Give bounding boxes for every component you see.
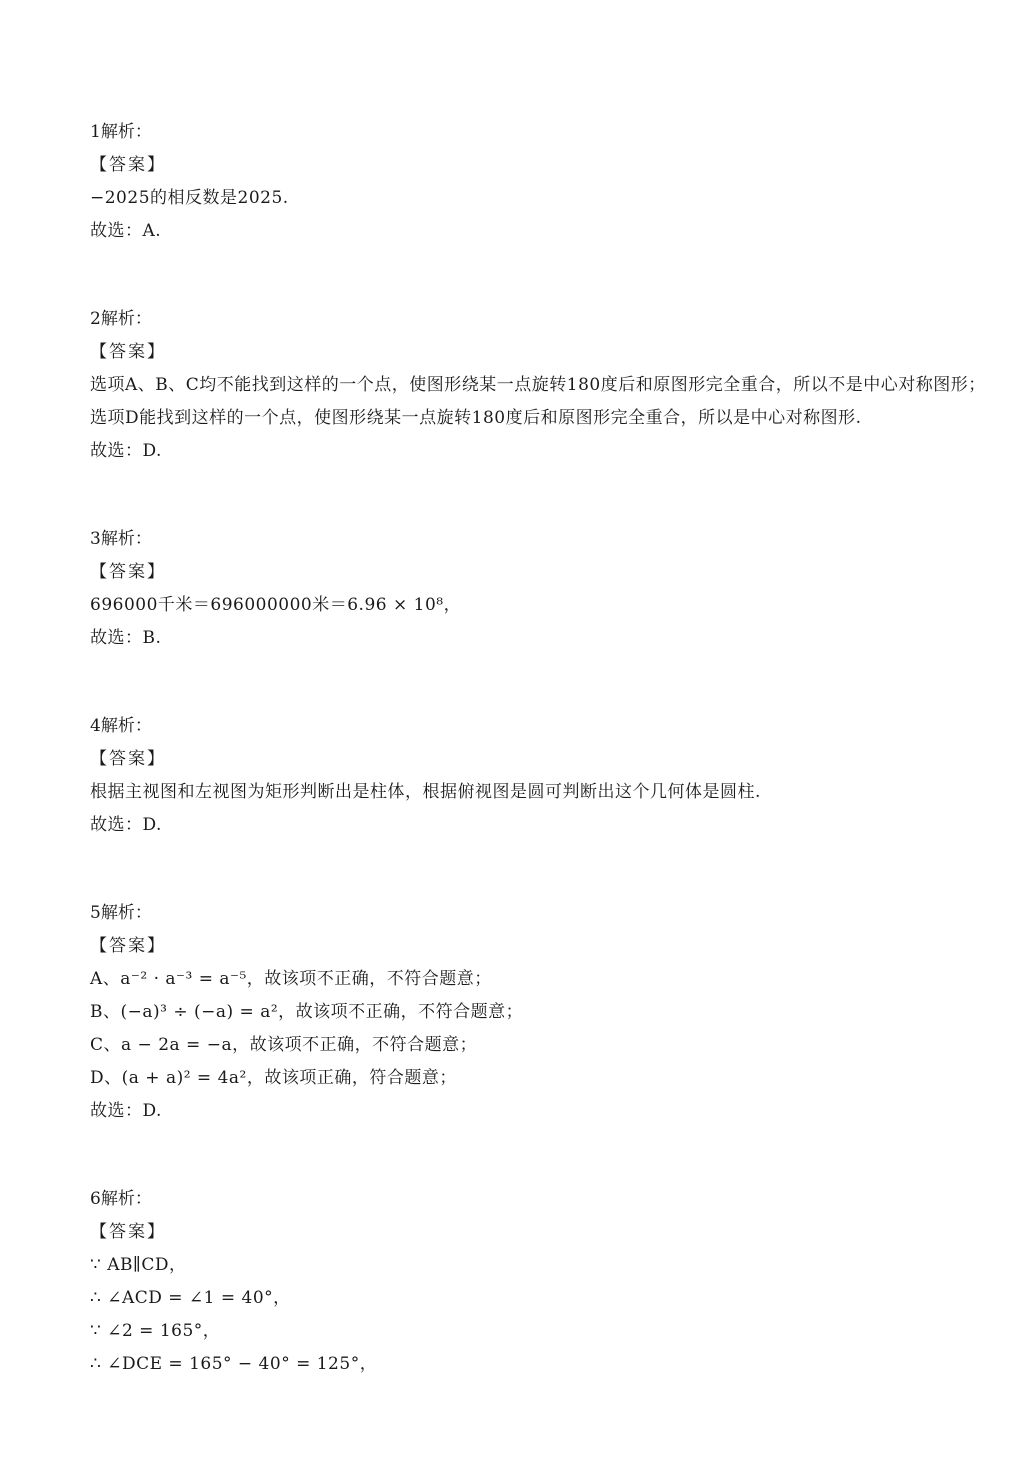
choice-line: 故选：D. [90,815,162,835]
solution-line: 根据主视图和左视图为矩形判断出是柱体，根据俯视图是圆可判断出这个几何体是圆柱. [90,782,761,802]
solution-line: −2025的相反数是2025. [90,188,289,208]
section-title: 4解析： [90,716,152,736]
solution-section-3 [90,523,990,655]
solution-line: ∵ ∠2 = 165°， [90,1321,221,1341]
solution-line: C、a − 2a = −a，故该项不正确，不符合题意； [90,1035,478,1055]
section-title: 1解析： [90,122,152,142]
answer-tag: 【答案】 [90,936,166,956]
solution-document [90,116,990,1381]
choice-line: 故选：D. [90,1101,162,1121]
section-title: 3解析： [90,529,152,549]
solution-section-2 [90,303,990,468]
section-title: 6解析： [90,1189,152,1209]
answer-tag: 【答案】 [90,155,166,175]
solution-line: ∵ AB∥CD， [90,1255,187,1275]
choice-line: 故选：B. [90,628,162,648]
solution-line: D、(a + a)² = 4a²，故该项正确，符合题意； [90,1068,457,1088]
choice-line: 故选：D. [90,441,162,461]
answer-tag: 【答案】 [90,1222,166,1242]
solution-line: B、(−a)³ ÷ (−a) = a²，故该项不正确，不符合题意； [90,1002,524,1022]
choice-line: 故选：A. [90,221,162,241]
answer-tag: 【答案】 [90,749,166,769]
solution-section-4 [90,710,990,842]
solution-line: ∴ ∠ACD = ∠1 = 40°， [90,1288,291,1308]
solution-section-5 [90,897,990,1128]
answer-tag: 【答案】 [90,562,166,582]
section-title: 5解析： [90,903,152,923]
solution-line: 选项A、B、C均不能找到这样的一个点，使图形绕某一点旋转180度后和原图形完全重合，所以不是中心对称图形； [90,375,986,395]
solution-line: ∴ ∠DCE = 165° − 40° = 125°， [90,1354,378,1374]
solution-section-6 [90,1183,990,1381]
solution-line: 选项D能找到这样的一个点，使图形绕某一点旋转180度后和原图形完全重合，所以是中心对称图形. [90,408,862,428]
solution-line: 696000千米＝696000000米＝6.96 × 10⁸， [90,595,462,615]
section-title: 2解析： [90,309,152,329]
answer-tag: 【答案】 [90,342,166,362]
solution-line: A、a⁻² · a⁻³ = a⁻⁵，故该项不正确，不符合题意； [90,969,492,989]
solution-section-1 [90,116,990,248]
